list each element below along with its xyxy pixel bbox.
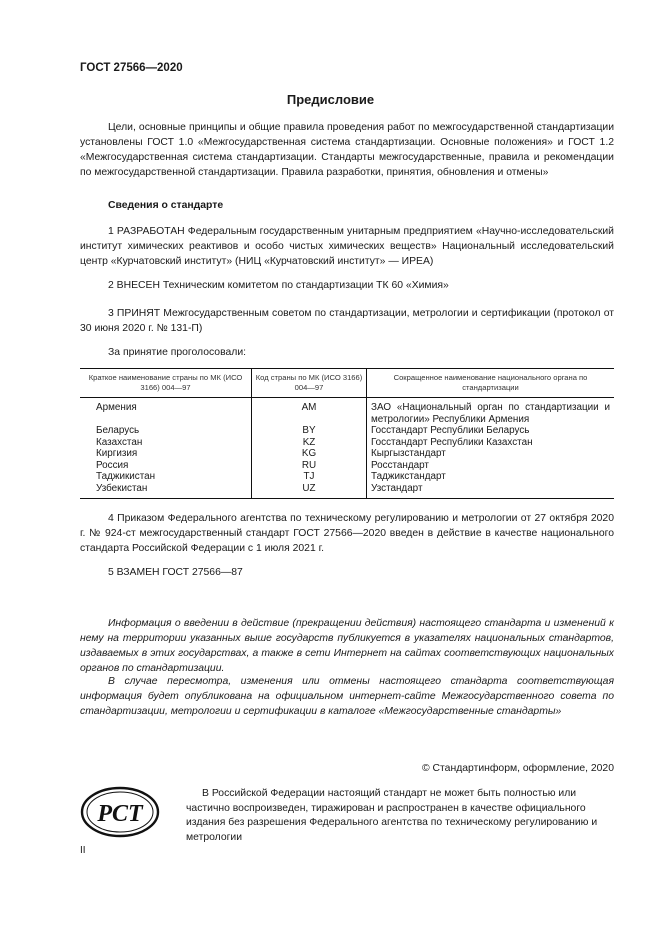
country-cell: Россия — [96, 459, 129, 471]
table-row — [80, 483, 614, 499]
page-number: II — [80, 845, 86, 856]
preface-intro: Цели, основные принципы и общие правила проведения работ по межгосударственной стандартизации установлены ГОСТ 1.0 «Межгосударственная система стандартизации. Основные положения» и ГОСТ 1.2 «Межгосударственная система стандартизации. Стандарты межгосударственные, правила и рекомендации по межгосударственной стандартизации. Правила разработки, принятия, обновления и отмены» — [80, 122, 614, 178]
table-row — [80, 448, 614, 460]
country-cell: Узбекистан — [80, 483, 252, 499]
body-cell: ЗАО «Национальный орган по стандартизации и метрологии» Республики Армения — [367, 398, 615, 426]
vote-table — [80, 368, 614, 499]
item-replaces: 5 ВЗАМЕН ГОСТ 27566—87 — [108, 567, 243, 578]
header-code: Код страны по МК (ИСО 3166) 004—97 — [252, 369, 367, 398]
voted-label: За принятие проголосовали: — [108, 347, 247, 358]
country-cell: Киргизия — [96, 448, 138, 459]
item-developed: 1 РАЗРАБОТАН Федеральным государственным унитарным предприятием «Научно-исследовательский институт химических реактивов и особо чистых химических веществ» Национальный исследовательский центр «Курчатовский институт» (НИЦ «Курчатовский институт» — ИРЕА) — [80, 226, 614, 267]
logo-lettering: РСТ — [97, 801, 143, 827]
country-cell: Казахстан — [96, 436, 143, 448]
code-cell: KG — [252, 448, 367, 460]
standard-number: ГОСТ 27566—2020 — [80, 62, 183, 74]
preface-title: Предисловие — [286, 92, 375, 107]
code-cell: RU — [252, 460, 367, 472]
body-cell: Госстандарт Республики Беларусь — [367, 425, 615, 437]
about-title: Сведения о стандарте — [108, 200, 224, 211]
table-header-row — [80, 369, 614, 398]
info-paragraph-1: Информация о введении в действие (прекращении действия) настоящего стандарта и изменений к нему на территории указанных выше государств публикуется в указателях национальных стандартов, издаваемых в этих государствах, а также в сети Интернет на сайтах соответствующих национальных органов по стандартизации. — [80, 618, 614, 674]
body-cell: Таджикстандарт — [367, 471, 615, 483]
header-body: Сокращенное наименование национального органа по стандартизации — [367, 369, 615, 398]
table-row — [80, 471, 614, 483]
item-adopted: 3 ПРИНЯТ Межгосударственным советом по стандартизации, метрологии и сертификации (протокол от 30 июня 2020 г. № 131-П) — [80, 308, 614, 334]
copyright-notice: © Стандартинформ, оформление, 2020 — [421, 763, 614, 774]
info-paragraph-2: В случае пересмотра, изменения или отмены настоящего стандарта соответствующая информация будет опубликована на официальном интернет-сайте Межгосударственного совета по стандартизации, метрологии и сертификации в каталоге «Межгосударственные стандарты» — [80, 676, 614, 717]
body-cell: Кыргызстандарт — [367, 448, 615, 460]
rst-logo — [80, 786, 160, 838]
table-row — [80, 425, 614, 437]
code-cell: TJ — [252, 471, 367, 483]
table-row — [80, 460, 614, 472]
country-cell: Таджикистан — [96, 471, 156, 482]
item-submitted: 2 ВНЕСЕН Техническим комитетом по стандартизации ТК 60 «Химия» — [108, 280, 449, 291]
reproduction-notice-text: В Российской Федерации настоящий стандарт не может быть полностью или частично воспроизведен, тиражирован и распространен в качестве официального издания без разрешения Федерального агентства по техническому регулированию и метрологии — [186, 788, 598, 843]
body-cell: Госстандарт Республики Казахстан — [367, 437, 615, 449]
header-country: Краткое наименование страны по МК (ИСО 3166) 004—97 — [80, 369, 252, 398]
country-cell: Беларусь — [96, 425, 140, 436]
code-cell: KZ — [252, 437, 367, 449]
table-row — [80, 398, 614, 426]
item-enacted: 4 Приказом Федерального агентства по техническому регулированию и метрологии от 27 октября 2020 г. № 924-ст межгосударственный стандарт ГОСТ 27566—2020 введен в действие в качестве национального стандарта Российской Федерации с 1 июля 2021 г. — [80, 513, 614, 554]
code-cell: AM — [252, 398, 367, 426]
code-cell: BY — [252, 425, 367, 437]
body-cell: Росстандарт — [367, 460, 615, 472]
code-cell: UZ — [252, 483, 367, 499]
table-row — [80, 437, 614, 449]
reproduction-notice — [186, 787, 614, 845]
body-cell: Узстандарт — [367, 483, 615, 499]
country-cell: Армения — [96, 402, 137, 413]
